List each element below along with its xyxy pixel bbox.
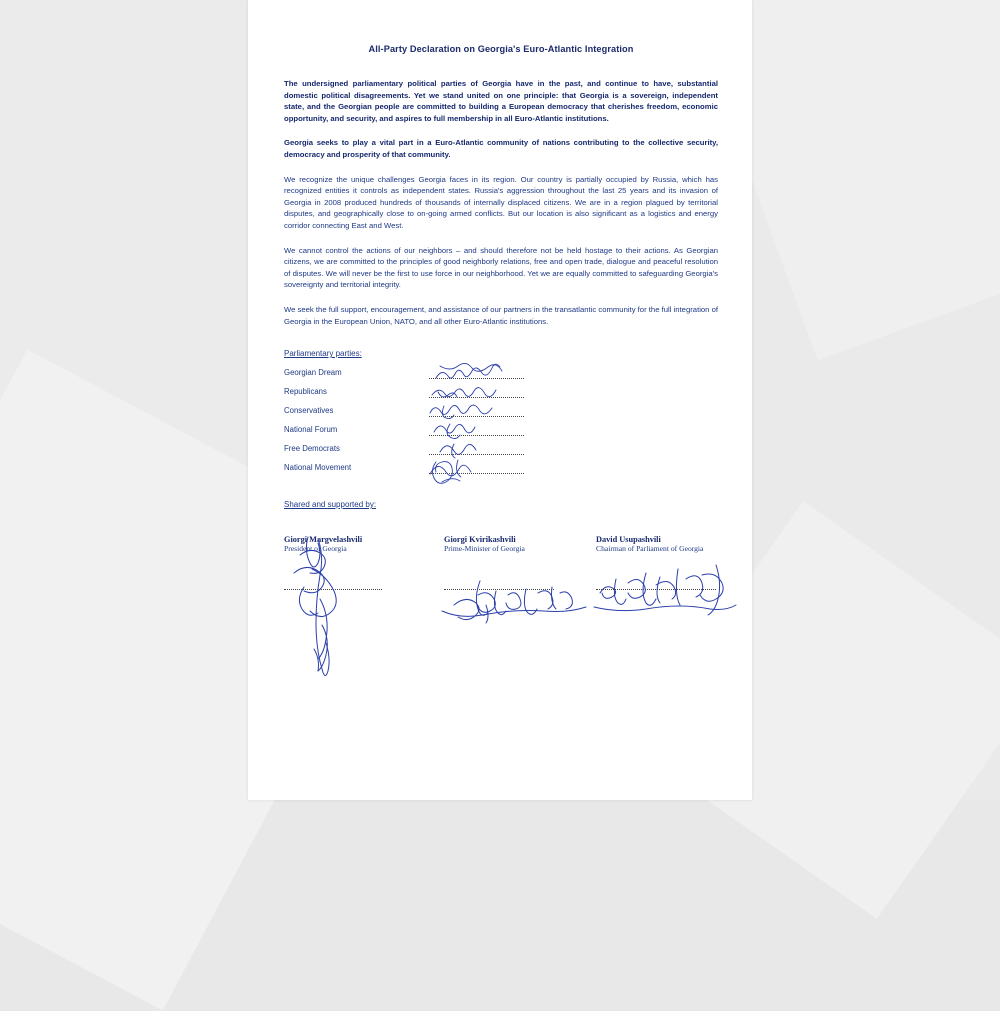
signature-line — [429, 378, 524, 379]
signer-block-chairman — [596, 535, 746, 554]
signature-line — [429, 435, 524, 436]
signer-name-usupashvili: David Usupashvili — [596, 535, 746, 544]
party-name-free-democrats: Free Democrats — [284, 444, 340, 453]
shared-supported-heading: Shared and supported by: — [284, 500, 718, 509]
party-row — [284, 404, 718, 423]
paragraph-1: The undersigned parliamentary political parties of Georgia have in the past, and continue to have, substantial domestic political disagreements. Yet we stand united on one principle: that Georgia is a sovereign, independent state, and the Georgian people are committed to building a European democracy that cherishes freedom, economic opportunity, and security, and aspires to full membership in all Euro-Atlantic institutions. — [284, 78, 718, 124]
document-title: All-Party Declaration on Georgia's Euro-Atlantic Integration — [284, 44, 718, 54]
signature-line — [429, 397, 524, 398]
signer-name-margvelashvili: Giorgi Margvelashvili — [284, 535, 434, 544]
parliamentary-parties-heading: Parliamentary parties: — [284, 349, 718, 358]
party-row — [284, 442, 718, 461]
signer-block-president — [284, 535, 434, 554]
signer-block-prime-minister — [444, 535, 594, 554]
party-row — [284, 385, 718, 404]
paragraph-3: We recognize the unique challenges Georgia faces in its region. Our country is partially occupied by Russia, which has recognized entities it controls as independent states. Russia's aggression throughout the last 25 years and its invasion of Georgia in 2008 produced hundreds of thousands of internally displaced citizens. We are in a region plagued by territorial disputes, and geographically close to on-going armed conflicts. But our location is also significant as a logistics and energy corridor connecting East and West. — [284, 174, 718, 232]
signer-name-kvirikashvili: Giorgi Kvirikashvili — [444, 535, 594, 544]
paragraph-5: We seek the full support, encouragement, and assistance of our partners in the transatlantic community for the full integration of Georgia in the European Union, NATO, and all other Euro-Atlantic institutions. — [284, 304, 718, 327]
paragraph-2: Georgia seeks to play a vital part in a Euro-Atlantic community of nations contributing to the collective security, democracy and prosperity of that community. — [284, 137, 718, 160]
party-name-conservatives: Conservatives — [284, 406, 333, 415]
document-page — [248, 0, 752, 800]
signature-line — [596, 589, 716, 590]
parliamentary-parties-section — [284, 349, 718, 480]
document-content — [284, 44, 718, 695]
signature-ink-kvirikashvili — [434, 559, 594, 639]
signature-line — [444, 589, 554, 590]
signers-section — [284, 535, 718, 695]
paragraph-4: We cannot control the actions of our neighbors – and should therefore not be held hostage to their actions. As Georgian citizens, we are committed to the principles of good neighborly relations, free and open trade, dialogue and peaceful resolution of disputes. We will never be the first to use force in our neighborhood. Yet we are equally committed to safeguarding Georgia's sovereignty and territorial integrity. — [284, 245, 718, 291]
signature-ink-usupashvili — [590, 549, 740, 639]
party-row — [284, 366, 718, 385]
signature-line — [429, 416, 524, 417]
party-name-national-forum: National Forum — [284, 425, 337, 434]
party-name-georgian-dream: Georgian Dream — [284, 368, 342, 377]
party-name-republicans: Republicans — [284, 387, 327, 396]
party-row — [284, 423, 718, 442]
signature-line — [429, 473, 524, 474]
signature-line — [284, 589, 382, 590]
party-row — [284, 461, 718, 480]
signature-line — [429, 454, 524, 455]
signer-role-kvirikashvili: Prime-Minister of Georgia — [444, 544, 594, 554]
signer-role-usupashvili: Chairman of Parliament of Georgia — [596, 544, 746, 554]
signer-role-margvelashvili: President of Georgia — [284, 544, 434, 554]
party-name-national-movement: National Movement — [284, 463, 351, 472]
